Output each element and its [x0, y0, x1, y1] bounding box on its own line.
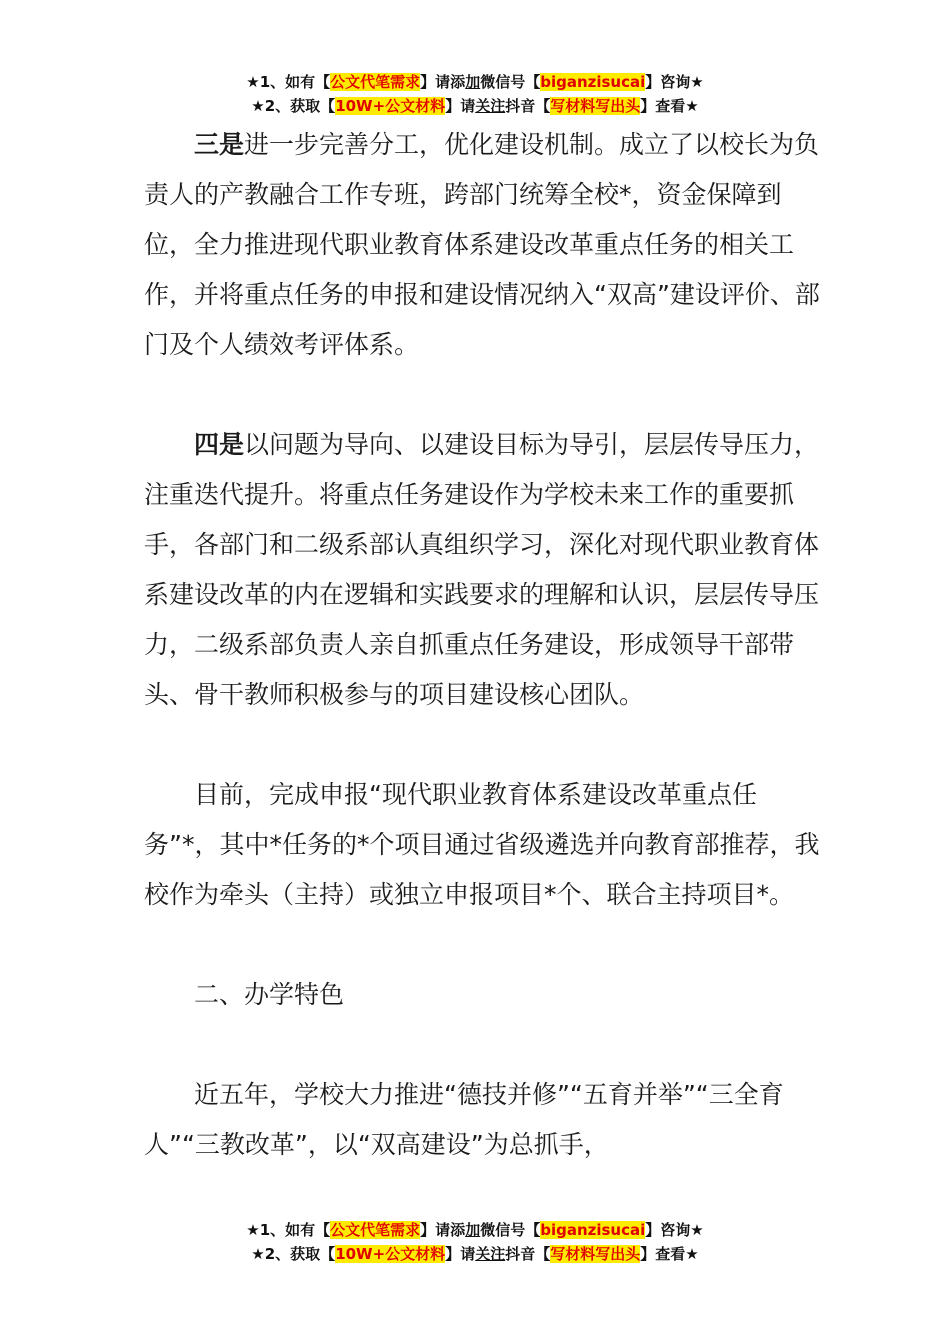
paragraph: 近五年，学校大力推进“德技并修”“五育并举”“三全育人”“三教改革”，以“双高建设”为总抓手，: [144, 1080, 784, 1159]
banner-highlight: 10W+公文材料: [335, 1245, 446, 1263]
banner-line-1: ★1、如有【公文代笔需求】请添加微信号【biganzisucai】咨询★: [246, 1221, 704, 1239]
banner-highlight: 写材料写出头: [550, 97, 641, 115]
bottom-banner: [0, 1218, 950, 1266]
banner-line-1: ★1、如有【公文代笔需求】请添加微信号【biganzisucai】咨询★: [246, 73, 704, 91]
banner-highlight: biganzisucai: [540, 1221, 646, 1239]
paragraph: 三是进一步完善分工，优化建设机制。成立了以校长为负责人的产教融合工作专班，跨部门统筹全校*，资金保障到位，全力推进现代职业教育体系建设改革重点任务的相关工作，并将重点任务的申报和建设情况纳入“双高”建设评价、部门及个人绩效考评体系。: [144, 130, 820, 359]
banner-line-2: ★2、获取【10W+公文材料】请关注抖音【写材料写出头】查看★: [251, 1245, 699, 1263]
paragraph: 四是以问题为导向、以建设目标为导引，层层传导压力，注重迭代提升。将重点任务建设作为学校未来工作的重要抓手，各部门和二级系部认真组织学习，深化对现代职业教育体系建设改革的内在逻辑和实践要求的理解和认识，层层传导压力，二级系部负责人亲自抓重点任务建设，形成领导干部带头、骨干教师积极参与的项目建设核心团队。: [144, 430, 820, 709]
banner-line-2: ★2、获取【10W+公文材料】请关注抖音【写材料写出头】查看★: [251, 97, 699, 115]
banner-highlight: 写材料写出头: [550, 1245, 641, 1263]
document-body: [144, 120, 824, 1170]
paragraph: 目前，完成申报“现代职业教育体系建设改革重点任务”*，其中*任务的*个项目通过省级遴选并向教育部推荐，我校作为牵头（主持）或独立申报项目*个、联合主持项目*。: [144, 780, 820, 909]
paragraph-lead: 三是: [194, 130, 245, 159]
top-banner: [0, 70, 950, 118]
banner-highlight: 公文代笔需求: [330, 73, 421, 91]
banner-highlight: 公文代笔需求: [330, 1221, 421, 1239]
section-heading: 二、办学特色: [194, 980, 345, 1009]
paragraph-lead: 四是: [194, 430, 245, 459]
banner-highlight: biganzisucai: [540, 73, 646, 91]
banner-highlight: 10W+公文材料: [335, 97, 446, 115]
